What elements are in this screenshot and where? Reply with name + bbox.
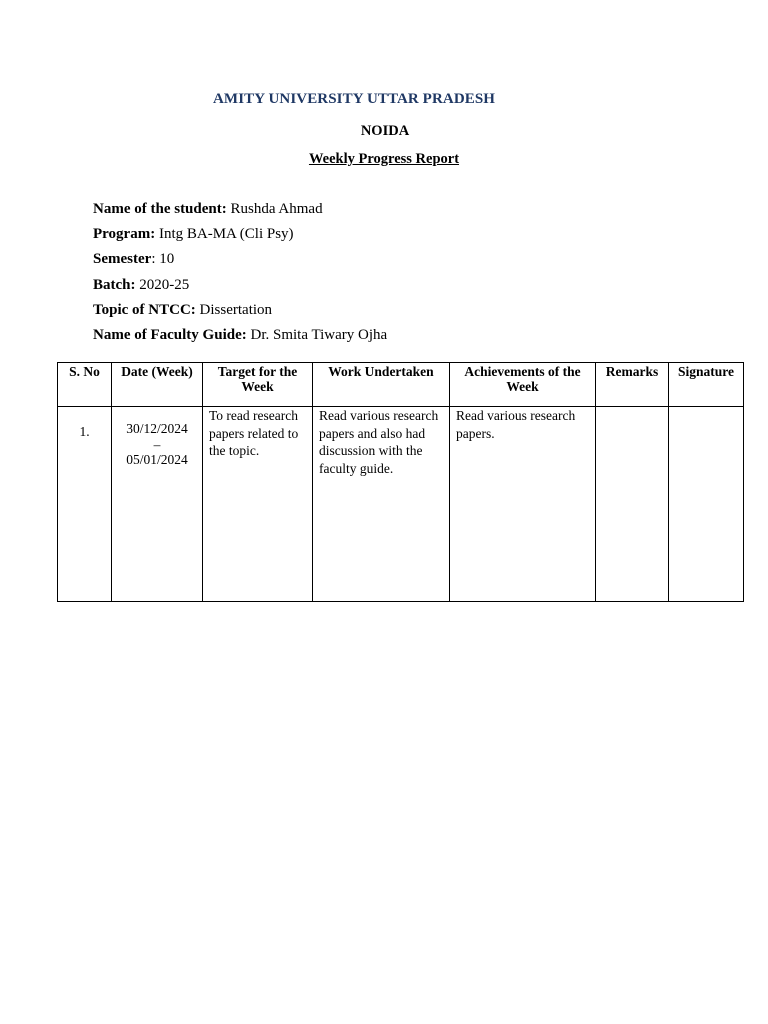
cell-date [112,407,203,602]
semester-label: Semester [93,251,152,268]
batch-value: 2020-25 [135,276,190,293]
report-title: Weekly Progress Report [308,151,460,167]
semester-value: : 10 [151,251,175,268]
faculty-guide-label: Name of Faculty Guide: [93,326,247,343]
semester-row [93,250,387,275]
cell-remarks [596,407,669,602]
topic-label: Topic of NTCC: [93,301,196,318]
program-value: Intg BA-MA (Cli Psy) [155,226,294,243]
progress-table [57,362,744,602]
batch-row [93,276,387,301]
cell-achievements: Read various research papers. [450,407,596,602]
student-info [93,200,387,351]
cell-target: To read research papers related to the topic. [203,407,313,602]
program-row [93,225,387,250]
table-header-row [58,363,744,407]
student-name-label: Name of the student: [93,201,227,217]
cell-signature [669,407,744,602]
column-header-remarks: Remarks [596,363,669,407]
date-start: 30/12/2024 [126,421,188,436]
cell-work: Read various research papers and also had discussion with the faculty guide. [313,407,450,602]
column-header-target: Target for the Week [203,363,313,407]
topic-value: Dissertation [195,301,273,318]
city-title: NOIDA [360,123,410,139]
date-separator: – [153,436,161,452]
student-name-row [93,200,387,225]
column-header-work: Work Undertaken [313,363,450,407]
faculty-guide-row [93,326,387,351]
column-header-date: Date (Week) [112,363,203,407]
university-title: AMITY UNIVERSITY UTTAR PRADESH [213,91,496,107]
column-header-achievements: Achievements of the Week [450,363,596,407]
column-header-signature: Signature [669,363,744,407]
faculty-guide-value: Dr. Smita Tiwary Ojha [246,326,388,343]
student-name-value: Rushda Ahmad [226,201,323,217]
date-end: 05/01/2024 [126,452,188,467]
column-header-sno: S. No [58,363,112,407]
program-label: Program: [93,226,156,243]
cell-sno: 1. [58,407,112,602]
table-row [58,407,744,602]
topic-row [93,301,387,326]
batch-label: Batch: [93,276,136,293]
